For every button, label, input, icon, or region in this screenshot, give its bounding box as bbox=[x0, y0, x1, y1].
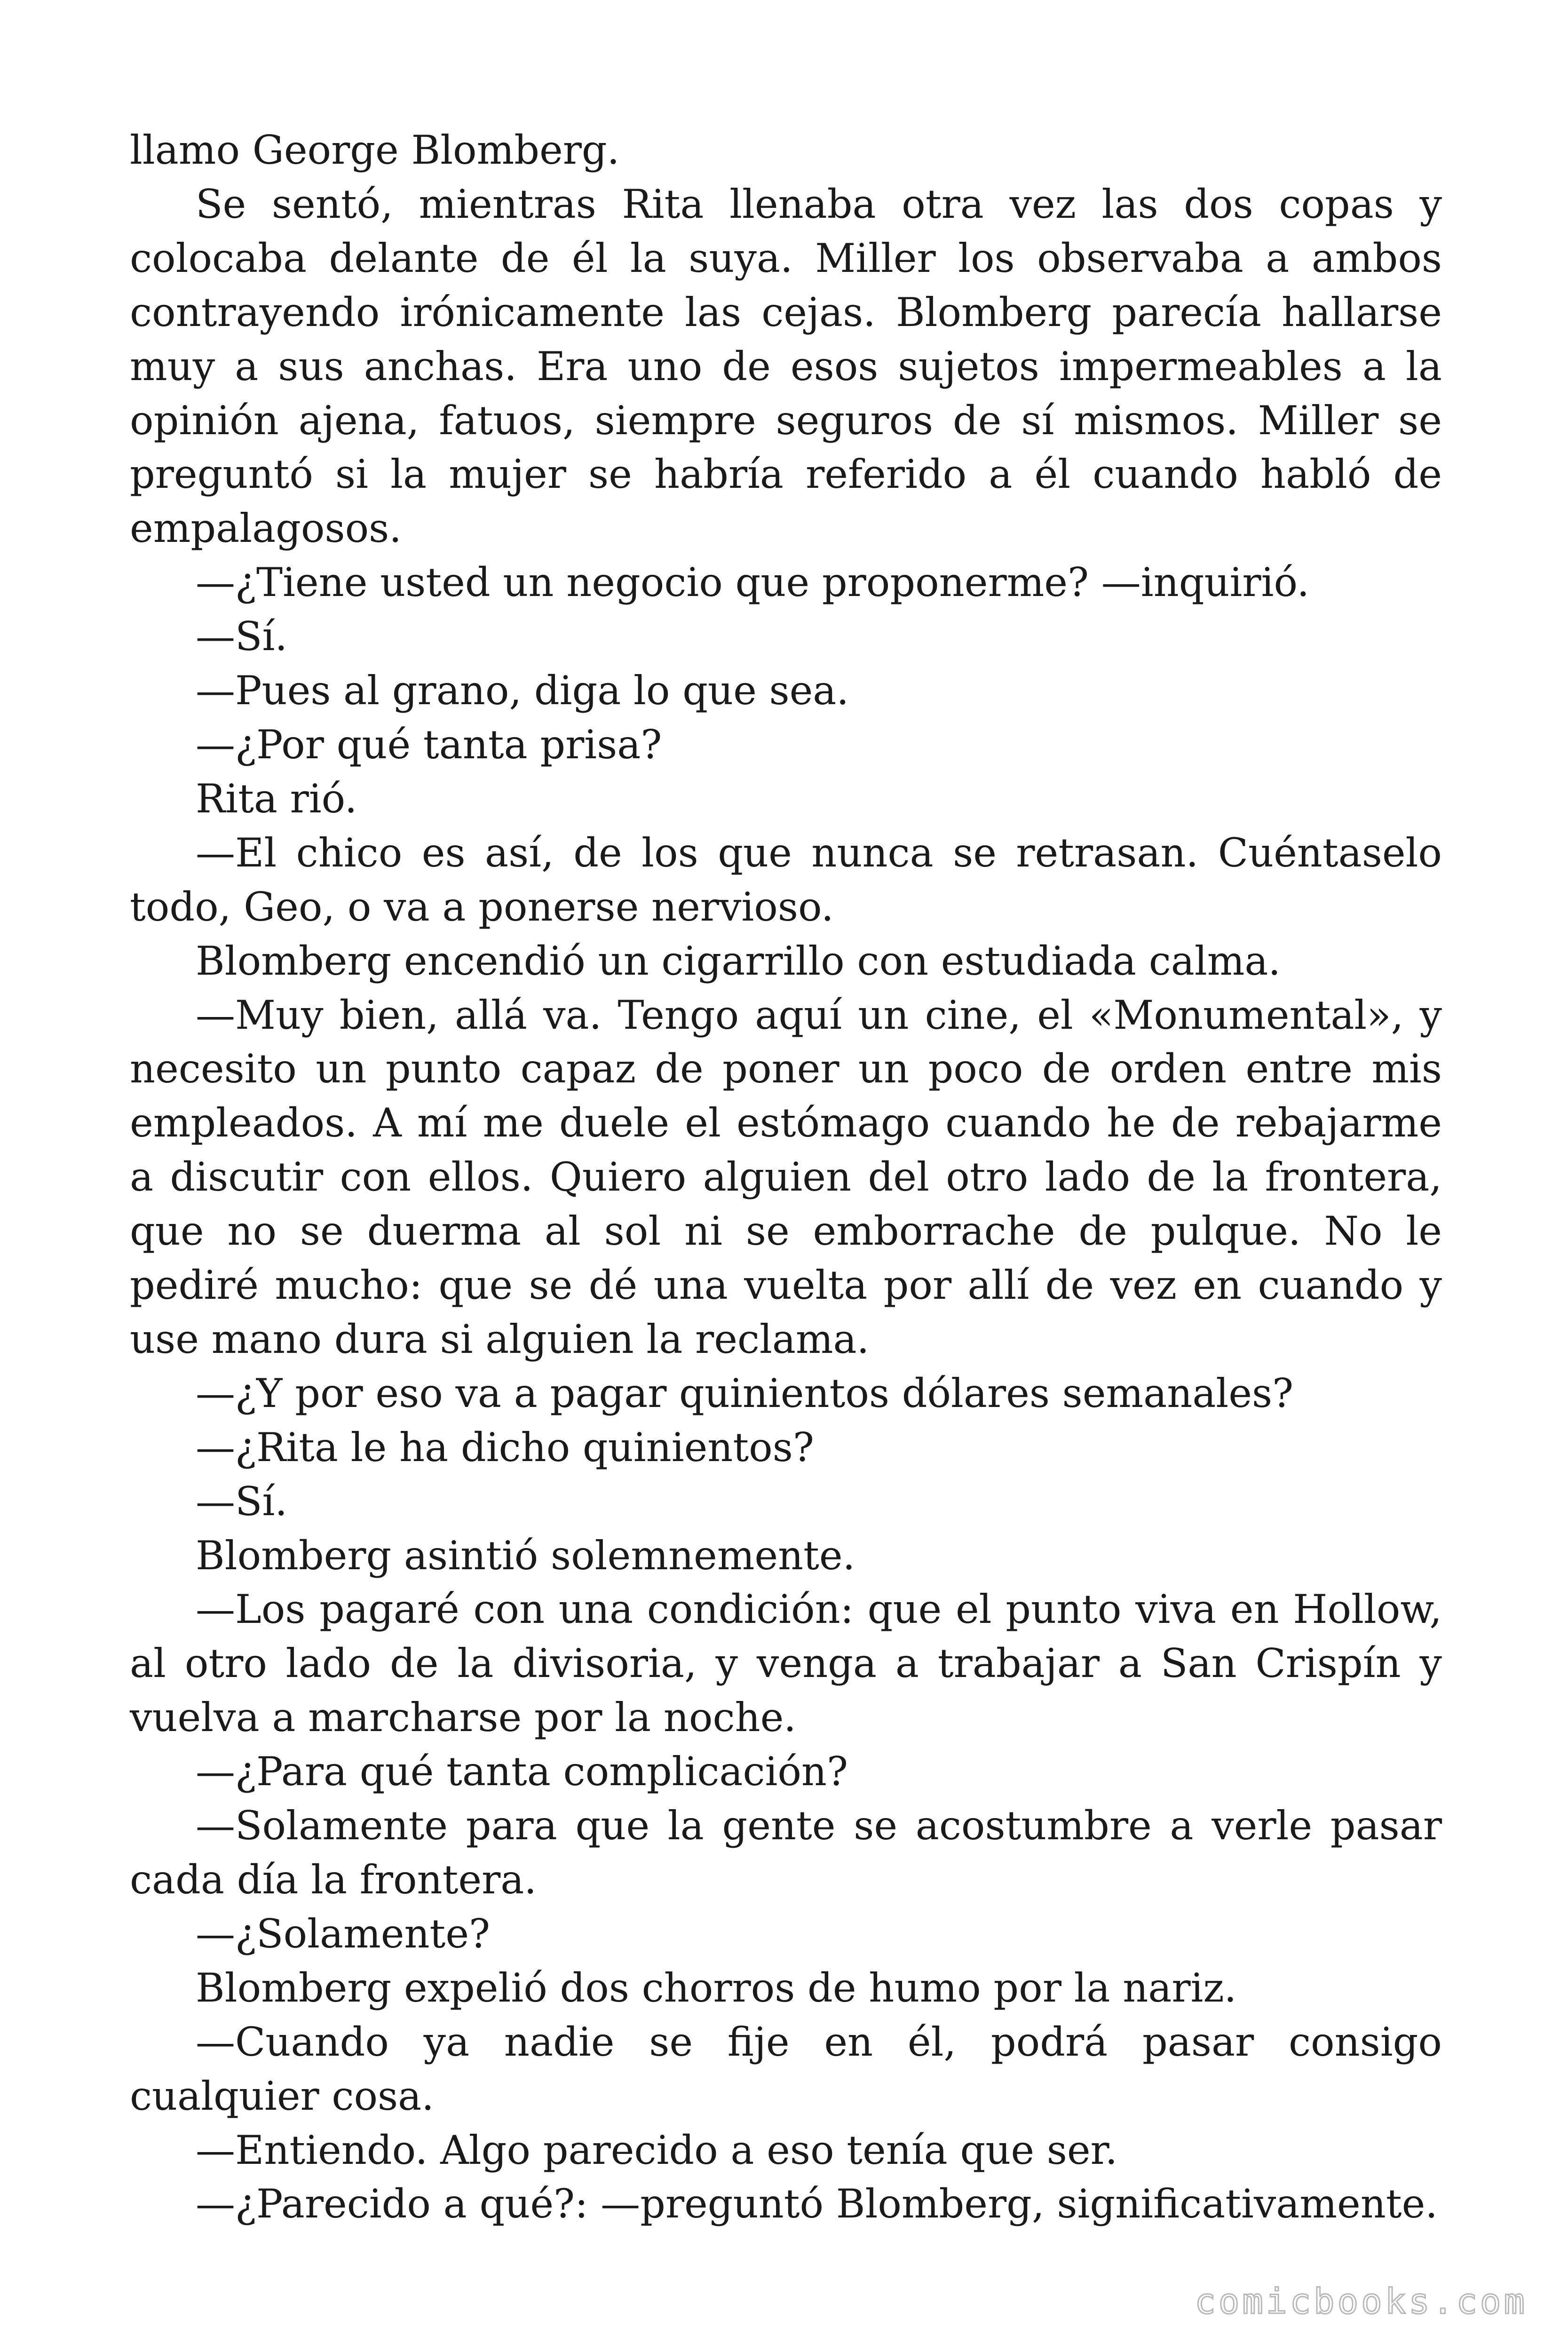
body-text bbox=[130, 123, 1442, 2231]
paragraph: Blomberg asintió solemnemente. bbox=[196, 1532, 855, 1579]
dialogue-line: —¿Solamente? bbox=[196, 1910, 491, 1957]
paragraph-continuation: llamo George Blomberg. bbox=[130, 127, 620, 173]
dialogue-line: —¿Tiene usted un negocio que proponerme? —inquirió. bbox=[196, 559, 1310, 606]
dialogue-line: —¿Parecido a qué?: —preguntó Blomberg, significativamente. bbox=[196, 2181, 1438, 2227]
paragraph: Blomberg encendió un cigarrillo con estudiada calma. bbox=[196, 938, 1281, 984]
paragraph: Blomberg expelió dos chorros de humo por la nariz. bbox=[196, 1964, 1237, 2011]
paragraph: Se sentó, mientras Rita llenaba otra vez las dos copas y colocaba delante de él la suya. Miller los observaba a ambos contrayendo irónicamente las cejas. Blomberg parecía hallarse muy a sus anchas. Era uno de esos sujetos impermeables a la opinión ajena, fatuos, siempre seguros de sí mismos. Miller se preguntó si la mujer se habría referido a él cuando habló de empalagosos. bbox=[130, 181, 1442, 552]
dialogue-line: —El chico es así, de los que nunca se retrasan. Cuéntaselo todo, Geo, o va a ponerse nervioso. bbox=[130, 829, 1442, 930]
dialogue-line: —Muy bien, allá va. Tengo aquí un cine, el «Monumental», y necesito un punto capaz de poner un poco de orden entre mis empleados. A mí me duele el estómago cuando he de rebajarme a discutir con ellos. Quiero alguien del otro lado de la frontera, que no se duerma al sol ni se emborrache de pulque. No le pediré mucho: que se dé una vuelta por allí de vez en cuando y use mano dura si alguien la reclama. bbox=[130, 992, 1442, 1362]
dialogue-line: —¿Rita le ha dicho quinientos? bbox=[196, 1424, 814, 1470]
dialogue-line: —Entiendo. Algo parecido a eso tenía que ser. bbox=[196, 2127, 1118, 2173]
watermark: comicbooks.com bbox=[1195, 2281, 1528, 2322]
paragraph: Rita rió. bbox=[196, 775, 357, 822]
dialogue-line: —Los pagaré con una condición: que el punto viva en Hollow, al otro lado de la divisoria, y venga a trabajar a San Crispín y vuelva a marcharse por la noche. bbox=[130, 1586, 1442, 1741]
dialogue-line: —¿Para qué tanta complicación? bbox=[196, 1748, 848, 1795]
dialogue-line: —Sí. bbox=[196, 613, 288, 660]
dialogue-line: —Cuando ya nadie se fije en él, podrá pasar consigo cualquier cosa. bbox=[130, 2018, 1442, 2119]
dialogue-line: —¿Y por eso va a pagar quinientos dólares semanales? bbox=[196, 1370, 1294, 1416]
dialogue-line: —Sí. bbox=[196, 1478, 288, 1525]
dialogue-line: —Pues al grano, diga lo que sea. bbox=[196, 667, 849, 714]
dialogue-line: —Solamente para que la gente se acostumbre a verle pasar cada día la frontera. bbox=[130, 1803, 1442, 1903]
dialogue-line: —¿Por qué tanta prisa? bbox=[196, 721, 662, 768]
